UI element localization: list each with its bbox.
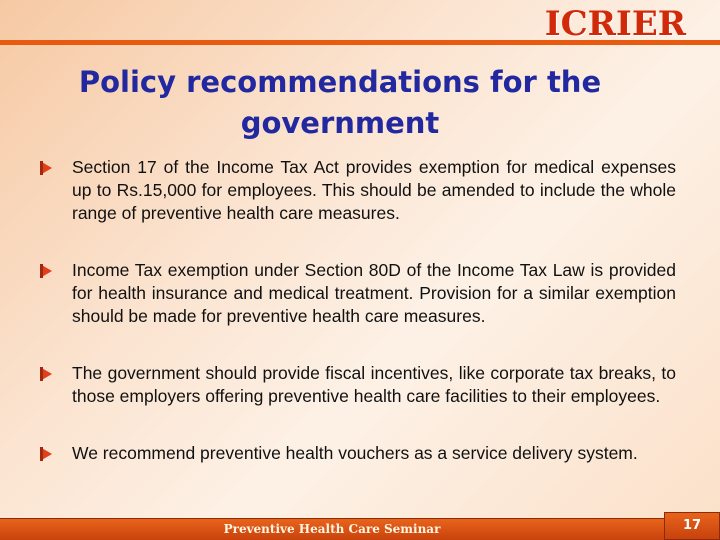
triangle-bullet-icon — [40, 161, 52, 175]
page-number: 17 — [682, 518, 702, 533]
slide-title: Policy recommendations for the government — [78, 65, 602, 140]
bullet-item — [36, 259, 676, 328]
bullet-text: The government should provide fiscal incentives, like corporate tax breaks, to those employers offering preventive health care facilities to their employees. — [72, 363, 676, 406]
bullet-item — [36, 156, 676, 225]
bullet-item — [36, 362, 676, 408]
footer-title: Preventive Health Care Seminar — [223, 522, 441, 536]
bullet-text: We recommend preventive health vouchers as a service delivery system. — [72, 443, 638, 463]
bullet-text: Income Tax exemption under Section 80D of the Income Tax Law is provided for health insurance and medical treatment. Provision for a similar exemption should be made for preventive health care measures. — [72, 260, 676, 326]
bullet-list — [36, 156, 676, 465]
triangle-bullet-icon — [40, 367, 52, 381]
icrier-logo: ICRIER — [544, 4, 686, 44]
triangle-bullet-icon — [40, 264, 52, 278]
bullet-item — [36, 442, 676, 465]
triangle-bullet-icon — [40, 447, 52, 461]
bullet-text: Section 17 of the Income Tax Act provides exemption for medical expenses up to Rs.15,000 for employees. This should be amended to include the whole range of preventive health care measures. — [72, 157, 676, 223]
